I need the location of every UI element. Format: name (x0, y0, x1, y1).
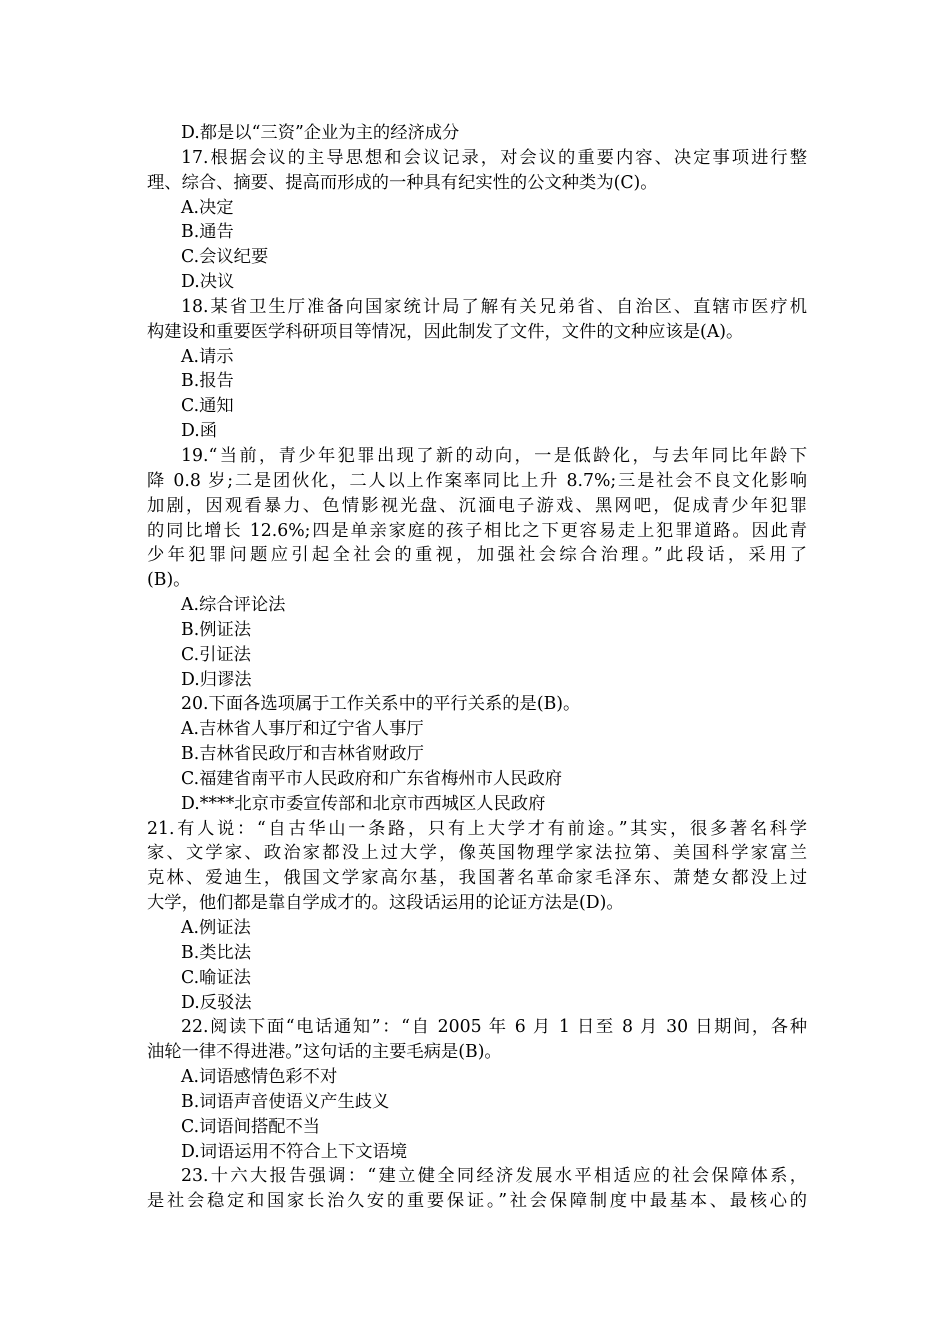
text-line: A.请示 (181, 346, 234, 367)
text-line: D.决议 (181, 272, 235, 293)
text-line: C.词语间搭配不当 (181, 1116, 321, 1137)
text-line: B.吉林省民政厅和吉林省财政厅 (181, 744, 424, 765)
text-line: 的同比增长 12.6%;四是单亲家庭的孩子相比之下更容易走上犯罪道路。因此青 (147, 520, 807, 541)
text-line: 19.“当前，青少年犯罪出现了新的动向，一是低龄化，与去年同比年龄下 (181, 445, 807, 466)
text-line: A.综合评论法 (181, 595, 286, 616)
text-line: 22.阅读下面“电话通知”：“自 2005 年 6 月 1 日至 8 月 30 日期间，各种 (181, 1017, 807, 1038)
text-line: 是社会稳定和国家长治久安的重要保证。”社会保障制度中最基本、最核心的 (147, 1191, 807, 1212)
text-line: C.喻证法 (181, 967, 251, 988)
text-line: (B)。 (147, 570, 191, 591)
text-line: 23.十六大报告强调：“建立健全同经济发展水平相适应的社会保障体系， (181, 1166, 807, 1187)
text-line: C.引证法 (181, 644, 251, 665)
text-line: A.词语感情色彩不对 (181, 1067, 338, 1088)
text-line: 21.有人说：“自古华山一条路，只有上大学才有前途。”其实，很多著名科学 (147, 818, 807, 839)
text-line: 加剧，因观看暴力、色情影视光盘、沉湎电子游戏、黑网吧，促成青少年犯罪 (147, 495, 807, 516)
text-line: D.归谬法 (181, 669, 252, 690)
text-line: C.会议纪要 (181, 247, 269, 268)
text-line: 构建设和重要医学科研项目等情况，因此制发了文件，文件的文种应该是(A)。 (147, 321, 744, 342)
text-line: D.函 (181, 421, 218, 442)
text-line: C.通知 (181, 396, 234, 417)
text-line: 理、综合、摘要、提高而形成的一种具有纪实性的公文种类为(C)。 (147, 172, 658, 193)
text-line: A.决定 (181, 197, 234, 218)
text-line: C.福建省南平市人民政府和广东省梅州市人民政府 (181, 768, 563, 789)
text-line: B.类比法 (181, 942, 252, 963)
text-line: D.反驳法 (181, 992, 252, 1013)
text-line: D.词语运用不符合上下文语境 (181, 1141, 408, 1162)
text-line: B.词语声音使语义产生歧义 (181, 1091, 390, 1112)
text-line: 20.下面各选项属于工作关系中的平行关系的是(B)。 (181, 694, 581, 715)
text-line: B.通告 (181, 222, 234, 243)
text-line: 17.根据会议的主导思想和会议记录，对会议的重要内容、决定事项进行整 (181, 147, 807, 168)
document-body (147, 121, 807, 1214)
text-line: 油轮一律不得进港。”这句话的主要毛病是(B)。 (147, 1042, 502, 1063)
text-line: D.都是以“三资”企业为主的经济成分 (181, 123, 460, 143)
text-line: 降 0.8 岁;二是团伙化，二人以上作案率同比上升 8.7%;三是社会不良文化影响 (147, 470, 807, 491)
text-line: 大学，他们都是靠自学成才的。这段话运用的论证方法是(D)。 (147, 893, 624, 914)
text-line: B.例证法 (181, 619, 252, 640)
text-line: A.例证法 (181, 918, 251, 938)
text-line: A.吉林省人事厅和辽宁省人事厅 (181, 719, 424, 740)
text-line: D.****北京市委宣传部和北京市西城区人民政府 (181, 793, 546, 814)
text-line: 18.某省卫生厅准备向国家统计局了解有关兄弟省、自治区、直辖市医疗机 (181, 296, 807, 317)
text-line: 克林、爱迪生，俄国文学家高尔基，我国著名革命家毛泽东、萧楚女都没上过 (147, 868, 807, 889)
text-line: 少年犯罪问题应引起全社会的重视，加强社会综合治理。”此段话，采用了 (147, 545, 807, 566)
text-line: B.报告 (181, 371, 234, 392)
text-line: 家、文学家、政治家都没上过大学，像英国物理学家法拉第、美国科学家富兰 (147, 843, 807, 864)
